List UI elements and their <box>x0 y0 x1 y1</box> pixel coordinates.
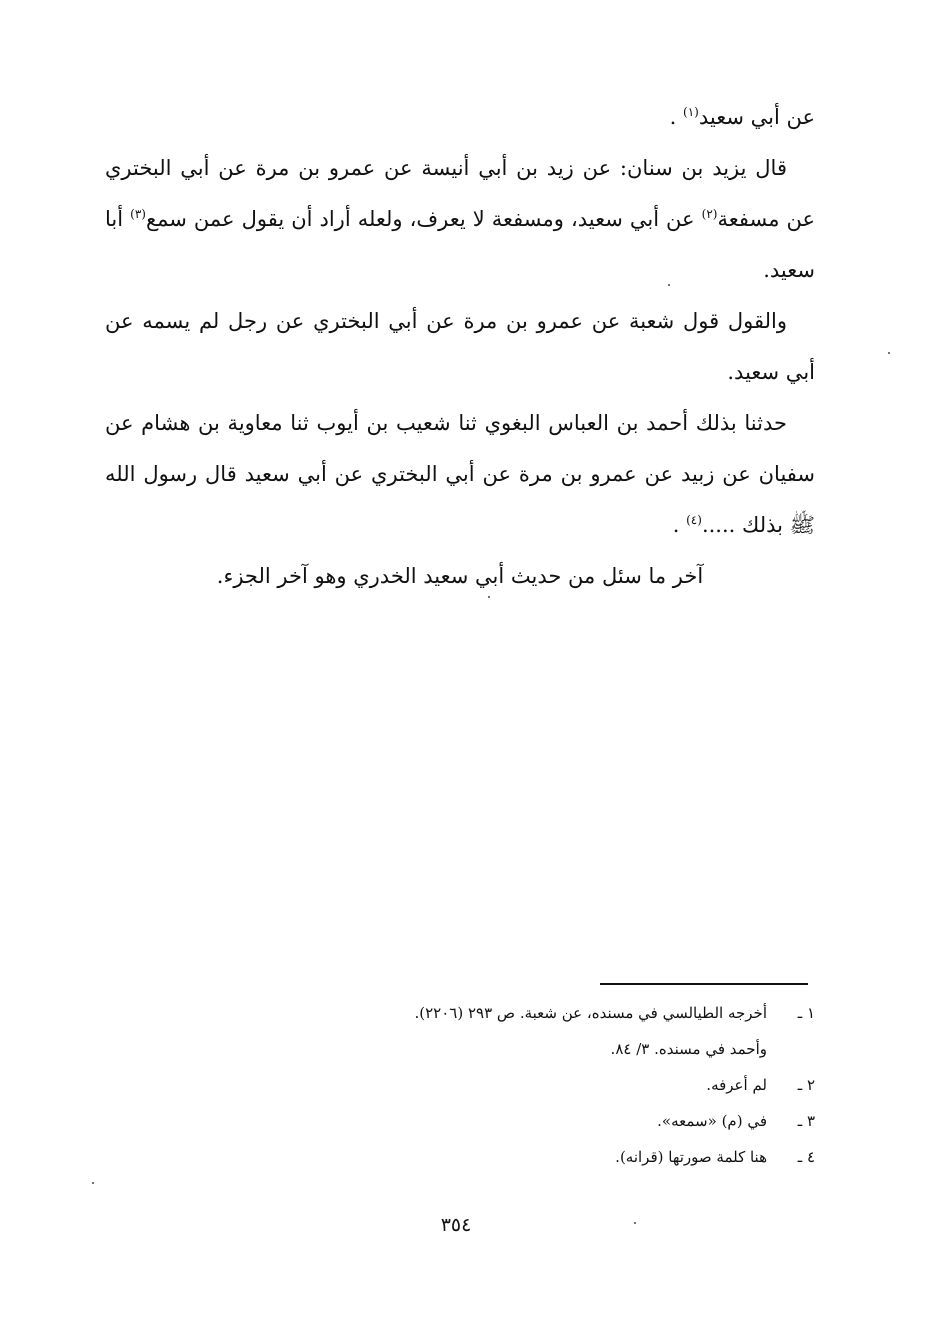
footnote-2 <box>300 1067 815 1103</box>
footnote-separator <box>600 983 808 985</box>
footnote-1-line-1: أخرجه الطيالسي في مسنده، عن شعبة. ص ٢٩٣ (٢٢٠٦). <box>414 1004 767 1022</box>
paragraph-2-tail: أبا سعيد. <box>105 207 815 282</box>
footnote-1 <box>300 995 815 1067</box>
footnote-ref-2: (٢) <box>701 207 718 221</box>
paragraph-1-tail: . <box>669 105 684 129</box>
paragraph-3-text: والقول قول شعبة عن عمرو بن مرة عن أبي البختري عن رجل لم يسمه عن أبي سعيد. <box>105 309 815 384</box>
paragraph-4 <box>105 398 815 551</box>
footnote-ref-4: (٤) <box>686 513 702 527</box>
paragraph-1 <box>105 92 815 143</box>
footnote-3-number: ٣ ـ <box>797 1112 815 1130</box>
footnote-ref-3: (٣) <box>130 207 146 221</box>
footnote-ref-1: (١) <box>683 105 699 119</box>
footnote-1-line-2: وأحمد في مسنده. ٣/ ٨٤. <box>610 1040 767 1058</box>
paragraph-2 <box>105 143 815 296</box>
page-number: ٣٥٤ <box>440 1214 472 1236</box>
footnote-2-number: ٢ ـ <box>797 1076 815 1094</box>
footnote-4-number: ٤ ـ <box>797 1148 815 1166</box>
footnote-4 <box>300 1139 815 1175</box>
footnote-4-text: هنا كلمة صورتها (قرانه). <box>615 1148 767 1166</box>
footnote-3 <box>300 1103 815 1139</box>
paragraph-4-text: حدثنا بذلك أحمد بن العباس البغوي ثنا شعيب بن أيوب ثنا معاوية بن هشام عن سفيان عن زبيد عن عمرو بن مرة عن أبي البختري عن أبي سعيد قال رسول الله ﷺ بذلك ..... <box>105 411 815 537</box>
closing-line <box>105 551 815 602</box>
paragraph-1-text: عن أبي سعيد <box>698 105 815 129</box>
scan-speck <box>634 1222 636 1224</box>
scan-speck <box>888 352 890 354</box>
paragraph-2-text: قال يزيد بن سنان: عن زيد بن أبي أنيسة عن عمرو بن مرة عن أبي البختري عن مسفعة <box>105 156 816 231</box>
footnote-1-text <box>300 995 767 1067</box>
scan-speck <box>488 596 490 598</box>
main-text <box>105 92 815 602</box>
scan-speck <box>92 1182 94 1184</box>
paragraph-3 <box>105 296 815 398</box>
closing-line-text: آخر ما سئل من حديث أبي سعيد الخدري وهو آخر الجزء. <box>216 564 704 588</box>
scan-speck <box>668 284 670 286</box>
footnote-1-number: ١ ـ <box>797 1004 815 1022</box>
paragraph-2-text-continued: عن أبي سعيد، ومسفعة لا يعرف، ولعله أراد أن يقول عمن سمع <box>145 207 702 231</box>
paragraph-4-tail: . <box>672 513 687 537</box>
footnote-2-text: لم أعرفه. <box>706 1076 767 1094</box>
footnote-3-text: في (م) «سمعه». <box>657 1112 767 1130</box>
footnotes <box>300 995 815 1175</box>
